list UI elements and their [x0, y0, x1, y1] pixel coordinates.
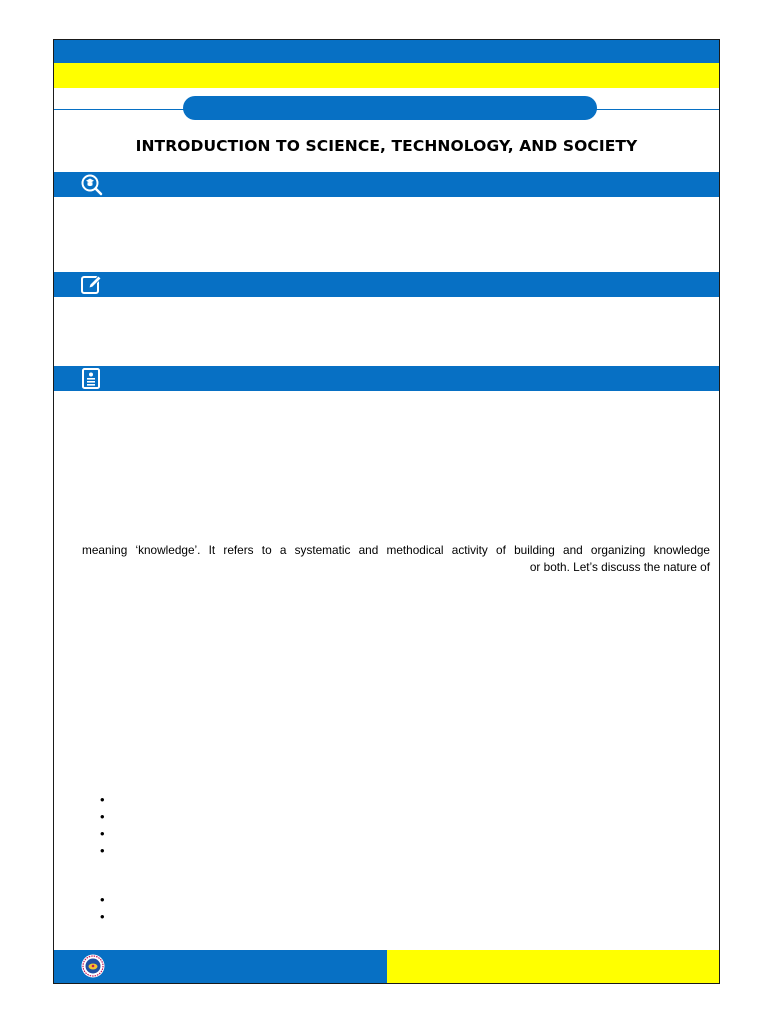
bullet-item: • — [100, 792, 105, 807]
body-text-line: meaning ‘knowledge’. It refers to a systematic and methodical activity of building and organizing knowledge — [82, 543, 710, 557]
section-bar-discussion — [54, 366, 719, 391]
bullet-item: • — [100, 843, 105, 858]
bullet-item: • — [100, 909, 105, 924]
section-bar-explore — [54, 172, 719, 197]
section-bar-activity — [54, 272, 719, 297]
header-blue-band — [54, 40, 719, 63]
school-seal-icon — [81, 954, 105, 978]
bullet-item: • — [100, 892, 105, 907]
footer-yellow-band — [387, 950, 720, 983]
footer-blue-band — [54, 950, 387, 983]
bullet-item: • — [100, 809, 105, 824]
header-yellow-band — [54, 63, 719, 88]
bullet-item: • — [100, 826, 105, 841]
magnifier-glass-icon — [79, 173, 105, 196]
bullet-list — [100, 891, 105, 925]
clipboard-document-icon — [79, 367, 105, 390]
bullet-list — [100, 791, 105, 859]
lesson-title: INTRODUCTION TO SCIENCE, TECHNOLOGY, AND SOCIETY — [135, 137, 638, 155]
module-label-pill — [183, 96, 597, 120]
edit-pencil-icon — [79, 273, 105, 296]
document-page — [53, 39, 720, 984]
body-text-line: or both. Let’s discuss the nature of — [529, 560, 710, 574]
